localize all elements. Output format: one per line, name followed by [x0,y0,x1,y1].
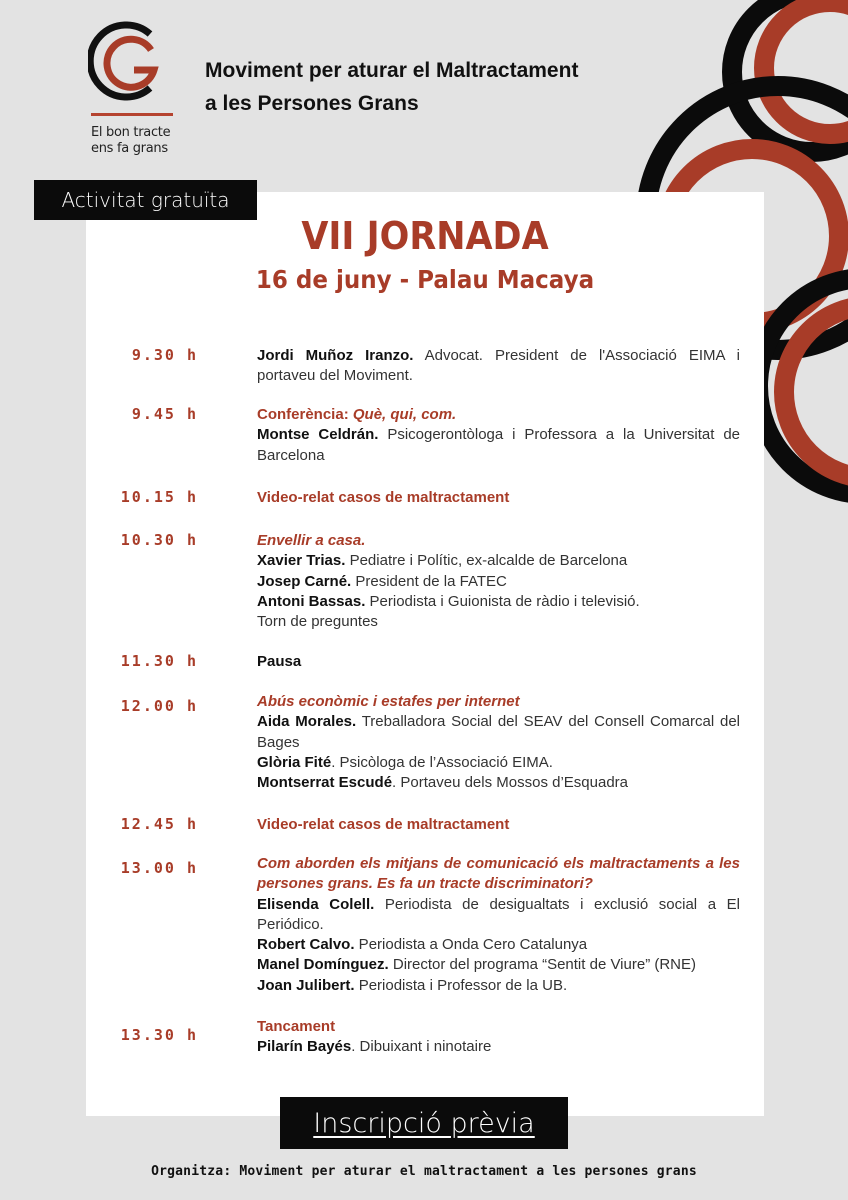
logo-tagline-1: El bon tracte [91,125,171,140]
speaker-name: Aida Morales. [257,713,357,731]
speaker-desc: . Portaveu dels Mossos d’Esquadra [392,774,629,792]
register-button[interactable]: Inscripció prèvia [280,1097,568,1149]
slot-time: 12.45 h [120,815,198,833]
slot-content [257,405,740,466]
footer-organizer: Organitza: Moviment per aturar el maltractament a les persones grans [151,1164,697,1179]
speaker-line [257,551,740,571]
slot-content [257,346,740,387]
speaker-name: Antoni Bassas. [257,592,366,610]
slot-content [257,692,740,793]
speaker-line [257,572,740,592]
speaker-name: Jordi Muñoz Iranzo. [257,347,414,364]
slot-time: 11.30 h [120,652,198,670]
session-prefix: Conferència: [257,406,353,423]
speaker-desc: Periodista de desigualtats i exclusió social a El Periódico. [257,895,740,933]
speaker-desc: Periodista i Guionista de ràdio i televisió. [365,592,640,610]
speaker-line [257,712,740,753]
session-title: Com aborden els mitjans de comunicació els maltractaments a les persones grans. Es fa un tracte discriminatori? [257,855,740,893]
speaker-desc: Periodista i Professor de la UB. [354,976,568,994]
slot-time: 13.00 h [120,859,198,877]
speaker-desc: . Dibuixant i ninotaire [351,1038,492,1056]
speaker-desc: Pediatre i Polític, ex-alcalde de Barcelona [345,552,628,570]
speaker-name: Joan Julibert. [257,976,355,994]
speaker-line [257,592,740,612]
speaker-name: Xavier Trias. [257,552,346,570]
speaker-desc: Periodista a Onda Cero Catalunya [354,936,588,954]
slot-note: Torn de preguntes [257,613,378,631]
speaker-desc: . Psicòloga de l’Associació EIMA. [331,753,553,771]
speaker-desc: Psicogerontòloga i Professora a la Universitat de Barcelona [257,426,740,464]
speaker-desc: Advocat. President de l'Associació EIMA i portaveu del Moviment. [257,347,740,385]
session-title: Video-relat casos de maltractament [257,489,510,506]
speaker-desc: Director del programa “Sentit de Viure” (RNE) [388,956,697,974]
event-title: VII JORNADA [301,214,549,258]
speaker-name: Manel Domínguez. [257,956,389,974]
slot-content [257,1017,740,1058]
slot-content [257,488,740,508]
speaker-desc: Treballadora Social del SEAV del Consell Comarcal del Bages [257,713,740,751]
slot-time: 12.00 h [120,697,198,715]
speaker-name: Pilarín Bayés [257,1038,352,1056]
speaker-name: Glòria Fité [257,753,332,771]
speaker-line [257,1037,740,1057]
slot-time: 9.30 h [131,346,198,364]
speaker-line [257,935,740,955]
speaker-name: Elisenda Colell. [257,895,375,913]
speaker-line [257,753,740,773]
speaker-name: Montse Celdrán. [257,426,379,444]
speaker-name: Montserrat Escudé [257,774,393,792]
slot-time: 10.30 h [120,531,198,549]
session-title: Envellir a casa. [257,532,366,549]
session-title: Tancament [257,1018,336,1035]
speaker-line [257,895,740,936]
speaker-desc: President de la FATEC [351,572,507,590]
slot-content [257,815,740,835]
speaker-line [257,425,740,466]
slot-time: 13.30 h [120,1026,198,1044]
session-title: Abús econòmic i estafes per internet [257,693,520,710]
session-italic: Què, qui, com. [352,406,457,423]
break-label: Pausa [257,653,302,670]
logo-divider [91,113,173,116]
slot-content [257,531,740,632]
speaker-line [257,976,740,996]
session-title [257,405,740,425]
speaker-line [257,346,740,387]
slot-content [257,854,740,996]
speaker-line [257,773,740,793]
logo-icon [88,16,178,106]
organization-title-line2: a les Persones Grans [205,92,419,115]
free-activity-badge: Activitat gratuïta [34,180,257,220]
speaker-line [257,955,740,975]
speaker-name: Robert Calvo. [257,936,355,954]
ring-red-top [764,2,848,134]
slot-time: 9.45 h [131,405,198,423]
session-title: Video-relat casos de maltractament [257,816,510,833]
slot-time: 10.15 h [120,488,198,506]
organization-title-line1: Moviment per aturar el Maltractament [205,59,579,82]
speaker-name: Josep Carné. [257,572,352,590]
event-subtitle: 16 de juny - Palau Macaya [255,265,595,294]
slot-content [257,652,740,672]
logo-tagline-2: ens fa grans [91,141,168,156]
